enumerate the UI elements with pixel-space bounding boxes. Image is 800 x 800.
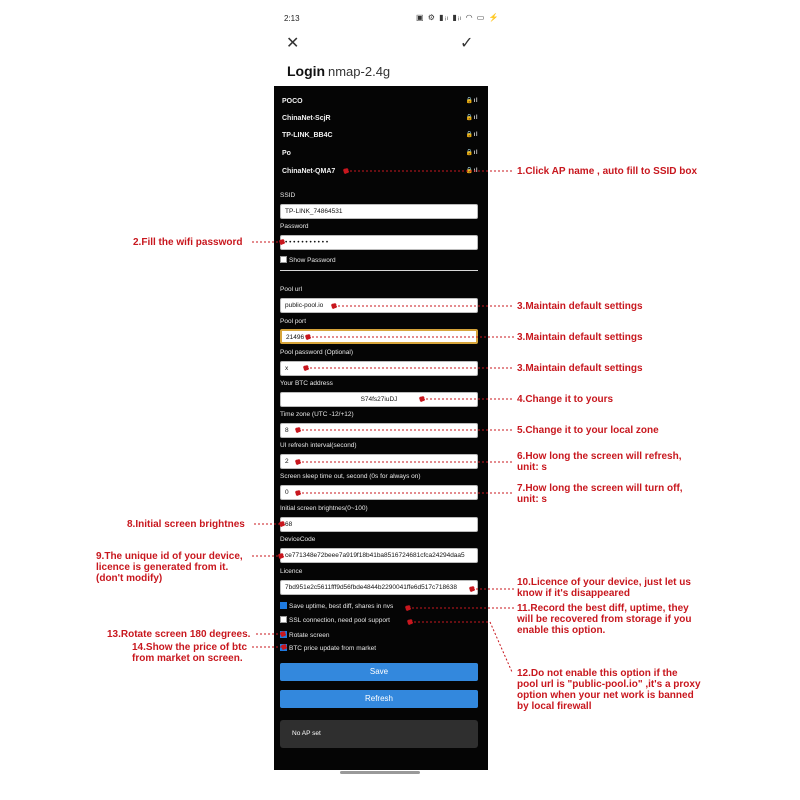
page-title: Login	[287, 63, 326, 79]
annotation-10	[517, 577, 691, 599]
sleep-timeout-input[interactable]: 0	[280, 485, 478, 500]
ui-refresh-input[interactable]: 2	[280, 454, 478, 469]
annotation-8: 8.Initial screen brightnes	[127, 519, 245, 530]
annotation-11	[517, 603, 692, 636]
annotation-11-line3: enable this option.	[517, 625, 606, 636]
annotation-1: 1.Click AP name , auto fill to SSID box	[517, 166, 698, 177]
close-icon[interactable]: ✕	[286, 35, 300, 52]
annotation-12-line2: pool url is "public-pool.io" ,it's a proxy	[517, 679, 701, 690]
annotation-9-line1: 9.The unique id of your device,	[96, 551, 243, 562]
annotation-6-line2: unit: s	[517, 462, 547, 473]
lock-wifi-icon: 🔒ıl	[465, 150, 478, 156]
annotation-7-line2: unit: s	[517, 494, 547, 505]
annotation-9	[96, 551, 243, 584]
lock-wifi-icon: 🔒ıl	[465, 115, 478, 121]
pool-port-input[interactable]: 21496	[280, 329, 478, 344]
sleep-timeout-label: Screen sleep time out, second (0s for always on)	[280, 473, 421, 480]
lock-wifi-icon: 🔒ıl	[465, 98, 478, 104]
annotation-11-line1: 11.Record the best diff, uptime, they	[517, 603, 689, 614]
checkbox-box	[280, 602, 287, 609]
status-box	[280, 720, 478, 748]
pool-port-label: Pool port	[280, 318, 307, 325]
home-indicator	[340, 771, 420, 774]
password-label: Password	[280, 223, 309, 230]
divider	[280, 270, 478, 271]
rotate-label: Rotate screen	[289, 632, 330, 639]
checkbox-box	[280, 631, 287, 638]
btc-price-checkbox[interactable]	[280, 644, 376, 652]
ui-refresh-label: UI refresh interval(second)	[280, 442, 357, 449]
checkbox-box	[280, 616, 287, 623]
pool-url-label: Pool url	[280, 286, 303, 293]
pool-password-label: Pool password (Optional)	[280, 349, 353, 356]
annotation-5: 5.Change it to your local zone	[517, 425, 659, 436]
password-input[interactable]: • • • • • • • • • • •	[280, 235, 478, 250]
btc-address-label: Your BTC address	[280, 380, 333, 387]
annotation-2: 2.Fill the wifi password	[133, 237, 243, 248]
ssl-checkbox[interactable]	[280, 616, 390, 624]
refresh-button[interactable]: Refresh	[280, 690, 478, 708]
annotation-12-line3: option when your net work is banned	[517, 690, 694, 701]
annotation-14-line2: from market on screen.	[132, 653, 243, 664]
annotation-3b: 3.Maintain default settings	[517, 332, 643, 343]
annotation-12-line1: 12.Do not enable this option if the	[517, 668, 678, 679]
annotation-10-line2: know if it's disappeared	[517, 588, 630, 599]
annotation-10-line1: 10.Licence of your device, just let us	[517, 577, 691, 588]
rotate-checkbox[interactable]	[280, 631, 329, 639]
ssid-input[interactable]: TP-LINK_74864531	[280, 204, 478, 219]
annotation-9-line3: (don't modify)	[96, 573, 163, 584]
annotation-3a: 3.Maintain default settings	[517, 301, 643, 312]
annotation-6	[517, 451, 682, 473]
device-code-input[interactable]: ce771348e72beee7a919f18b41ba8516724681cfca24294daa5	[280, 548, 478, 563]
status-time: 2:13	[284, 14, 300, 23]
ssid-label: SSID	[280, 192, 296, 199]
timezone-input[interactable]: 8	[280, 423, 478, 438]
licence-input[interactable]: 7bd951e2c5611fff9d56fbde4844b2290041ffe6d517c718638	[280, 580, 478, 595]
annotation-6-line1: 6.How long the screen will refresh,	[517, 451, 682, 462]
lock-wifi-icon: 🔒ıl	[465, 132, 478, 138]
ap-item[interactable]	[282, 94, 480, 110]
lock-wifi-icon: 🔒ıl	[465, 168, 478, 174]
brightness-label: Initial screen brightnes(0~100)	[280, 505, 368, 512]
ap-item[interactable]	[282, 146, 480, 162]
annotation-12	[517, 668, 701, 712]
save-uptime-label: Save uptime, best diff, shares in nvs	[289, 603, 394, 610]
annotation-13: 13.Rotate screen 180 degrees.	[107, 629, 251, 640]
show-password-checkbox[interactable]	[280, 256, 336, 264]
annotation-14-line1: 14.Show the price of btc	[132, 642, 248, 653]
show-password-label: Show Password	[289, 257, 336, 264]
ap-item[interactable]	[282, 164, 480, 180]
checkbox-box	[280, 256, 287, 263]
annotation-7	[517, 483, 683, 505]
save-button[interactable]: Save	[280, 663, 478, 681]
ap-name: Po	[282, 150, 291, 157]
status-icons: ▣ ⚙ ▮ᵢₗ ▮ᵢₗ ◠ ▭ ⚡	[416, 13, 500, 22]
ssl-label: SSL connection, need pool support	[289, 617, 390, 624]
annotation-9-line2: licence is generated from it.	[96, 562, 229, 573]
device-code-label: DeviceCode	[280, 536, 316, 543]
status-text: No AP set	[292, 730, 321, 737]
annotation-3c: 3.Maintain default settings	[517, 363, 643, 374]
annotation-4: 4.Change it to yours	[517, 394, 614, 405]
annotation-12-line4: by local firewall	[517, 701, 592, 712]
brightness-input[interactable]: 68	[280, 517, 478, 532]
network-name: nmap-2.4g	[328, 64, 391, 79]
pool-url-input[interactable]: public-pool.io	[280, 298, 478, 313]
annotation-14	[132, 642, 247, 664]
btc-price-label: BTC price update from market	[289, 645, 377, 652]
config-panel	[274, 86, 488, 770]
save-uptime-checkbox[interactable]	[280, 602, 393, 610]
licence-label: Licence	[280, 568, 303, 575]
ap-name: ChinaNet-ScjR	[282, 115, 331, 122]
checkbox-box	[280, 644, 287, 651]
pool-password-input[interactable]: x	[280, 361, 478, 376]
ap-name: ChinaNet-QMA7	[282, 168, 336, 175]
annotation-11-line2: will be recovered from storage if you	[517, 614, 692, 625]
btc-address-input[interactable]: S74fs27iuDJ	[280, 392, 478, 407]
ap-item[interactable]	[282, 111, 480, 127]
ap-name: TP-LINK_BB4C	[282, 132, 333, 139]
annotation-7-line1: 7.How long the screen will turn off,	[517, 483, 683, 494]
ap-item[interactable]	[282, 128, 480, 144]
timezone-label: Time zone (UTC -12/+12)	[280, 411, 354, 418]
check-icon[interactable]: ✓	[460, 35, 474, 52]
ap-name: POCO	[282, 98, 303, 105]
